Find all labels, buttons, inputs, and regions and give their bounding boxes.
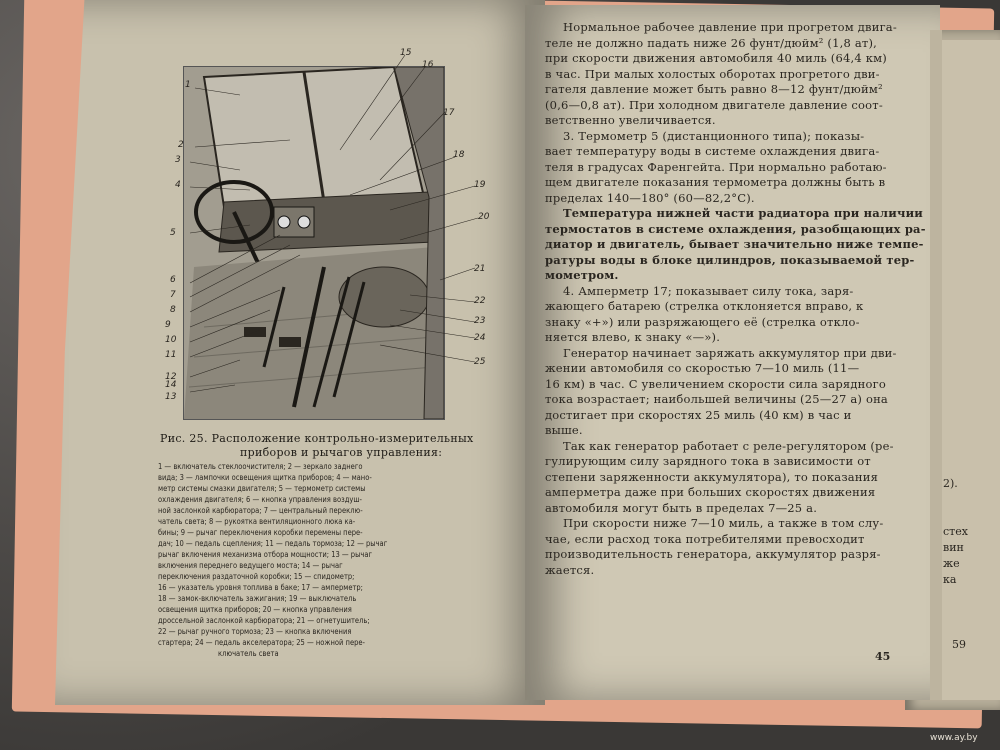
text-line: достигает при скоростях 25 миль (40 км) в час и <box>545 407 852 422</box>
text-line: жается. <box>545 562 595 577</box>
callout-8: 8 <box>170 305 176 315</box>
text-line: диатор и двигатель, бывает значительно ниже темпе- <box>545 237 924 251</box>
callout-25: 25 <box>474 357 486 367</box>
text-line: няется влево, к знаку «—»). <box>545 330 721 344</box>
text-line: в час. При малых холостых оборотах прогретого дви- <box>545 66 880 81</box>
legend-line: освещения щитка приборов; 20 — кнопка управления <box>158 605 352 614</box>
callout-5: 5 <box>170 228 176 238</box>
right-page-edge <box>930 30 942 700</box>
callout-15: 15 <box>400 48 412 58</box>
back-book-text <box>943 460 998 588</box>
callout-16: 16 <box>422 60 434 70</box>
back-book-fragment <box>943 460 998 476</box>
legend-line: 22 — рычаг ручного тормоза; 23 — кнопка включения <box>158 627 352 636</box>
callout-19: 19 <box>474 180 486 190</box>
text-line: 4. Амперметр 17; показывает силу тока, заря- <box>563 283 854 298</box>
text-line: пределах 140—180° (60—82,2°С). <box>545 190 755 205</box>
text-line: Температура нижней части радиатора при наличии <box>563 206 924 220</box>
text-line: Нормальное рабочее давление при прогретом двига- <box>563 20 897 34</box>
legend-line: дроссельной заслонкой карбюратора; 21 — огнетушитель; <box>158 616 370 625</box>
figure-caption-line-2: приборов и рычагов управления: <box>240 446 443 459</box>
text-line: степени заряженности аккумулятора), то показания <box>545 469 879 484</box>
text-line: жающего батарею (стрелка отклоняется вправо, к <box>545 299 864 313</box>
text-line: 3. Термометр 5 (дистанционного типа); показы- <box>563 128 865 143</box>
back-book-page-number: 59 <box>952 638 966 651</box>
callout-4: 4 <box>175 180 181 190</box>
text-line: гулирующим силу зарядного тока в зависимости от <box>545 454 871 468</box>
legend-line: стартера; 24 — педаль акселератора; 25 — ножной пере- <box>158 638 365 647</box>
watermark: www.ay.by <box>930 733 978 743</box>
legend-line: 16 — указатель уровня топлива в баке; 17 — амперметр; <box>158 583 363 592</box>
callout-lines <box>150 40 500 410</box>
text-line: знаку «+») или разряжающего её (стрелка откло- <box>545 314 860 329</box>
legend-line: ной заслонкой карбюратора; 7 — центральный переклю- <box>158 506 363 515</box>
text-line: тока возрастает; наибольшей величины (25—27 а) она <box>545 392 888 406</box>
legend-line: переключения раздаточной коробки; 15 — спидометр; <box>158 572 355 581</box>
callout-18: 18 <box>453 150 465 160</box>
callout-20: 20 <box>478 212 490 222</box>
text-line: теле не должно падать ниже 26 фунт/дюйм² (1,8 ат), <box>545 35 878 50</box>
callout-2: 2 <box>178 140 184 150</box>
text-line: гателя давление может быть равно 8—12 фунт/дюйм² <box>545 82 883 96</box>
callout-22: 22 <box>474 296 486 306</box>
legend-line: 1 — включатель стеклоочистителя; 2 — зеркало заднего <box>158 462 363 471</box>
callout-24: 24 <box>474 333 486 343</box>
callout-9: 9 <box>165 320 171 330</box>
back-book-page <box>935 40 1000 700</box>
legend-line: включения переднего ведущего моста; 14 — рычаг <box>158 561 343 570</box>
callout-21: 21 <box>474 264 486 274</box>
text-line: мометром. <box>545 268 619 282</box>
back-book-fragment: стех <box>943 525 968 538</box>
text-line: вает температуру воды в системе охлаждения двига- <box>545 144 880 158</box>
text-line: При скорости ниже 7—10 миль, а также в том слу- <box>563 516 884 530</box>
text-line: жении автомобиля со скоростью 7—10 миль (11— <box>545 361 860 375</box>
text-line: производительность генератора, аккумулятор разря- <box>545 547 881 561</box>
back-book-fragment: 2). <box>943 477 958 490</box>
text-line: амперметра даже при больших скоростях движения <box>545 485 876 499</box>
text-line: термостатов в системе охлаждения, разобщающих ра- <box>545 221 926 236</box>
text-line: ветственно увеличивается. <box>545 113 716 127</box>
back-book-fragment: же <box>943 557 960 570</box>
legend-line: охлаждения двигателя; 6 — кнопка управления воздуш- <box>158 495 362 504</box>
callout-13: 13 <box>165 392 177 402</box>
text-line: Генератор начинает заряжать аккумулятор при дви- <box>563 345 897 360</box>
legend-line: ключатель света <box>218 649 279 658</box>
figure-legend <box>158 461 498 659</box>
legend-line: дач; 10 — педаль сцепления; 11 — педаль тормоза; 12 — рычаг <box>158 539 388 548</box>
text-line: теля в градусах Фаренгейта. При нормально работаю- <box>545 159 887 174</box>
callout-7: 7 <box>170 290 176 300</box>
callout-11: 11 <box>165 350 177 360</box>
text-line: (0,6—0,8 ат). При холодном двигателе давление соот- <box>545 97 883 112</box>
callout-23: 23 <box>474 316 486 326</box>
callout-6: 6 <box>170 275 176 285</box>
legend-line: бины; 9 — рычаг переключения коробки перемены пере- <box>158 528 363 537</box>
text-line: щем двигателе показания термометра должны быть в <box>545 175 886 189</box>
text-line: автомобиля могут быть в пределах 7—25 а. <box>545 500 818 515</box>
callout-14: 14 <box>165 380 177 390</box>
text-line: при скорости движения автомобиля 40 миль (64,4 км) <box>545 51 887 65</box>
text-line: 16 км) в час. С увеличением скорости сила зарядного <box>545 376 886 391</box>
callout-12: 12 <box>165 372 177 382</box>
back-book-fragment <box>943 492 998 508</box>
callout-10: 10 <box>165 335 177 345</box>
back-book-fragment: вин <box>943 541 964 554</box>
legend-line: 18 — замок-включатель зажигания; 19 — выключатель <box>158 594 357 603</box>
back-book-fragment: ка <box>943 573 957 586</box>
back-book-fragment <box>943 508 998 524</box>
legend-line: вида; 3 — лампочки освещения щитка приборов; 4 — мано- <box>158 473 372 482</box>
text-line: ратуры воды в блоке цилиндров, показываемой тер- <box>545 252 915 267</box>
right-page-text <box>545 20 930 578</box>
figure-caption-line-1: Рис. 25. Расположение контрольно-измерительных <box>160 432 474 445</box>
callout-3: 3 <box>175 155 181 165</box>
callout-1: 1 <box>185 80 191 90</box>
legend-line: метр системы смазки двигателя; 5 — термометр системы <box>158 484 366 493</box>
text-line: Так как генератор работает с реле-регулятором (ре- <box>563 438 894 453</box>
legend-line: чатель света; 8 — рукоятка вентиляционного люка ка- <box>158 517 356 526</box>
text-line: выше. <box>545 423 583 437</box>
text-line: чае, если расход тока потребителями превосходит <box>545 531 865 546</box>
legend-line: рычаг включения механизма отбора мощности; 13 — рычаг <box>158 550 373 559</box>
callout-17: 17 <box>443 108 455 118</box>
right-page-number: 45 <box>875 650 891 663</box>
